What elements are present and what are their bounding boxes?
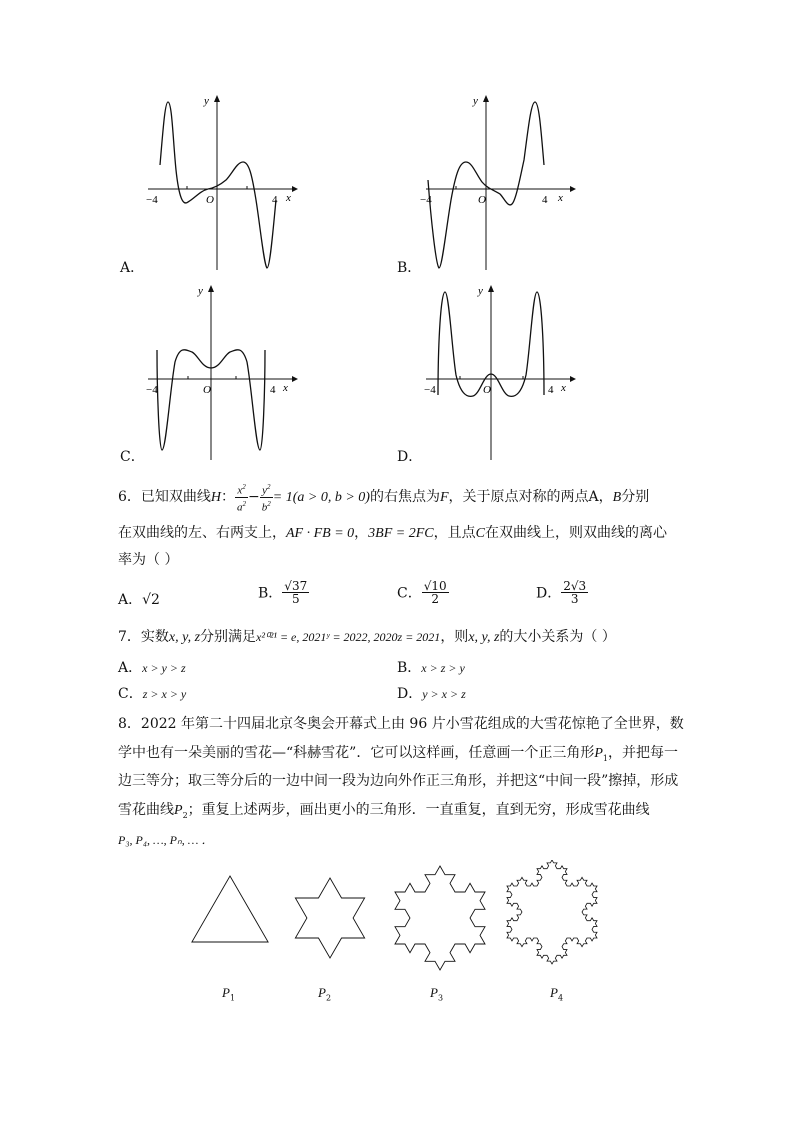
q6-intro: 6．已知双曲线 — [118, 489, 211, 506]
svg-text:4: 4 — [548, 384, 554, 396]
graph-a — [140, 90, 310, 275]
q7-option-b: B．x > z > y — [397, 660, 465, 676]
x-arrow — [292, 186, 298, 192]
q6-line2: 在双曲线的左、右两支上，AF · FB = 0，3BF = 2FC，且点C在双曲线上，则双曲线的离心 — [118, 525, 667, 541]
q7-option-a: A．x > y > z — [118, 660, 186, 676]
graph-option-a: A． — [120, 260, 145, 276]
graph-b — [418, 90, 588, 275]
label-y: y — [204, 95, 209, 107]
q6-option-a: A．√2 — [118, 592, 160, 608]
label-4: 4 — [272, 194, 278, 206]
curve-a — [160, 102, 276, 268]
q6-option-c: C． $\frac{√10}{2}$ — [397, 579, 447, 606]
koch-p2 — [295, 878, 364, 958]
q8-line3: 边三等分；取三等分后的一边中间一段为边向外作正三角形，并把这“中间一段”擦掉，形成 — [118, 773, 679, 789]
graph-c — [140, 280, 310, 465]
fig-label-p3: $P_3$ — [430, 985, 444, 1003]
q6-option-b: B． $\frac{√37}{5}$ — [258, 579, 308, 606]
koch-p3 — [395, 866, 485, 970]
svg-text:y: y — [473, 95, 478, 107]
vector-eq-2: 3BF = 2FC — [368, 526, 434, 541]
q8-line2: 学中也有一朵美丽的雪花—“科赫雪花”．它可以这样画，任意画一个正三角形$P_1$，并把每一 — [118, 745, 678, 763]
svg-text:x: x — [561, 382, 566, 394]
svg-text:x: x — [558, 192, 563, 204]
y-arrow — [214, 95, 220, 102]
fig-label-p2: $P_2$ — [318, 985, 332, 1003]
vector-eq-1: AF · FB = 0 — [286, 526, 355, 541]
q6-line3: 率为（ ） — [118, 552, 179, 568]
label-origin: O — [206, 194, 214, 206]
svg-text:4: 4 — [270, 384, 276, 396]
svg-text:−4: −4 — [420, 194, 432, 206]
fig-label-p4: $P_4$ — [550, 985, 564, 1003]
q7-stem: 7．实数x, y, z分别满足x²⁰²¹ = e, 2021ʸ = 2022, 2020z = 2021，则x, y, z的大小关系为（ ） — [118, 629, 616, 645]
graph-option-d: D． — [397, 449, 423, 465]
frac-x2-a2: $\frac{x^2}{a^2}$ — [237, 483, 247, 514]
svg-text:y: y — [198, 285, 203, 297]
q8-line1: 8．2022 年第二十四届北京冬奥会开幕式上由 96 片小雪花组成的大雪花惊艳了全世界，数 — [118, 716, 684, 732]
svg-text:−4: −4 — [424, 384, 436, 396]
q6-line1: 6．已知双曲线H： $\frac{x^2}{a^2}$ − $\frac{y^2}{b^2}$ = 1(a > 0, b > 0)的右焦点为F，关于原点对称的两点A，B分别 — [118, 483, 650, 514]
graph-d — [418, 280, 588, 465]
q7-option-d: D．y > x > z — [397, 686, 466, 702]
frac-y2-b2: $\frac{y^2}{b^2}$ — [261, 483, 271, 514]
svg-text:4: 4 — [542, 194, 548, 206]
fig-label-p1: $P_1$ — [222, 985, 236, 1003]
svg-text:O: O — [203, 384, 211, 396]
svg-text:O: O — [478, 194, 486, 206]
svg-text:O: O — [483, 384, 491, 396]
q8-line5: P₃, P₄, …, Pₙ, … ． — [118, 833, 214, 847]
svg-text:y: y — [478, 285, 483, 297]
q7-option-c: C．z > x > y — [118, 686, 187, 702]
graph-option-c: C． — [120, 449, 145, 465]
q6-option-d: D． $\frac{2√3}{3}$ — [536, 579, 587, 606]
koch-p1 — [192, 876, 268, 942]
label-x: x — [286, 192, 291, 204]
koch-p4 — [507, 860, 597, 964]
svg-text:−4: −4 — [146, 384, 158, 396]
label-neg4: −4 — [146, 194, 158, 206]
graph-option-b: B． — [397, 260, 422, 276]
q8-line4: 雪花曲线$P_2$；重复上述两步，画出更小的三角形．一直重复，直到无穷，形成雪花曲线 — [118, 802, 650, 820]
svg-text:x: x — [283, 382, 288, 394]
